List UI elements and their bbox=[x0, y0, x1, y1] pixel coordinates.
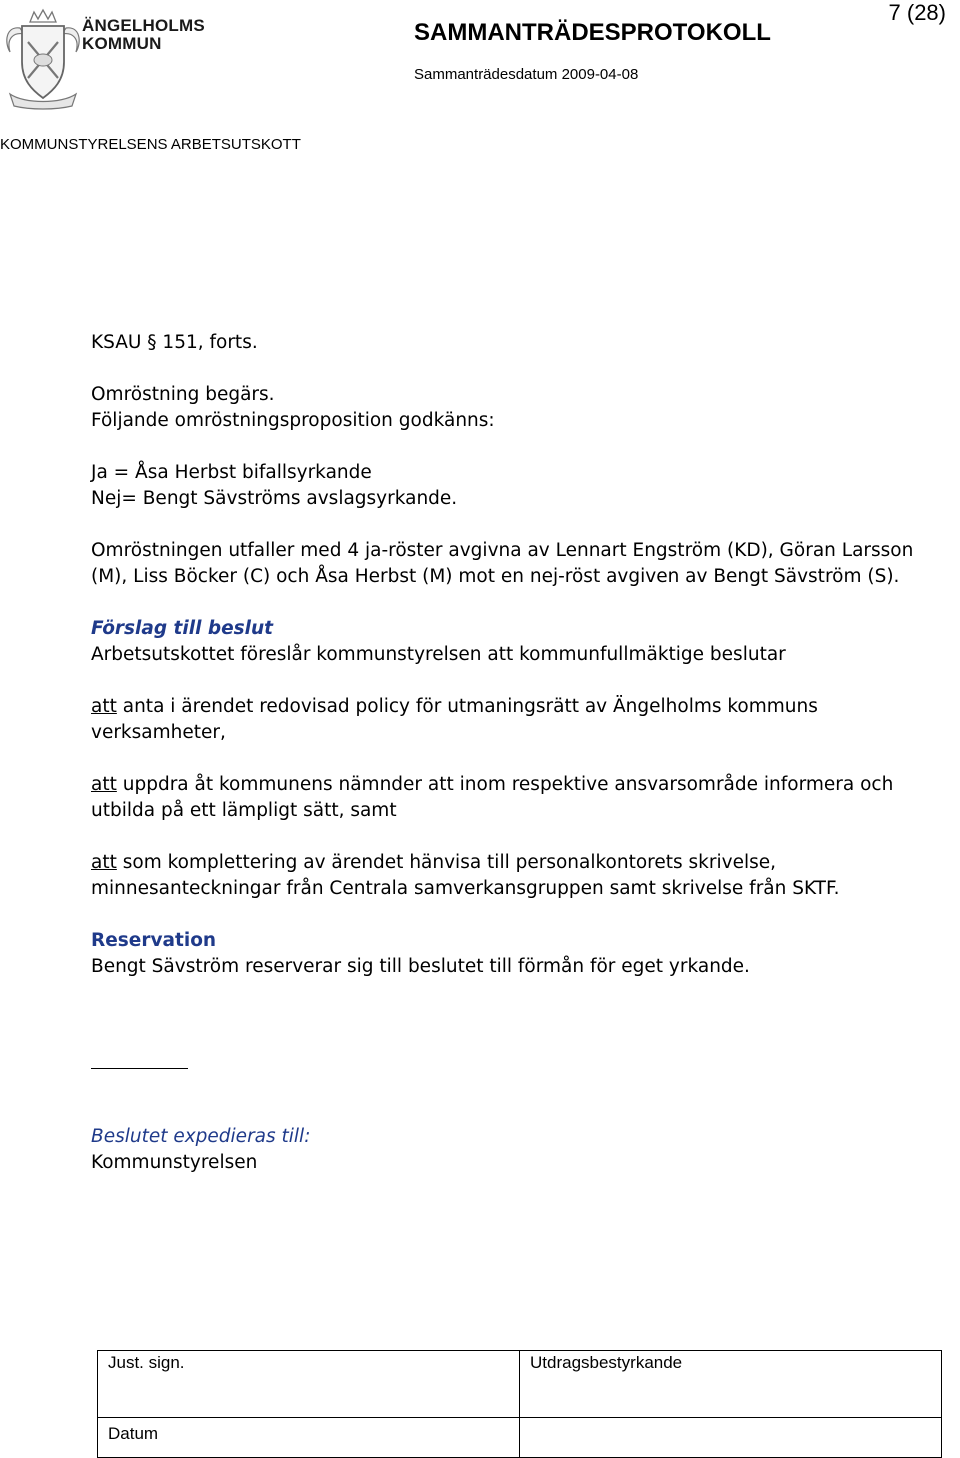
ja-alternative: Ja = Åsa Herbst bifallsyrkande bbox=[91, 462, 372, 483]
just-sign-cell bbox=[98, 1351, 520, 1418]
document-title: SAMMANTRÄDESPROTOKOLL bbox=[414, 19, 771, 46]
page-number: 7 (28) bbox=[888, 0, 946, 25]
organization-name bbox=[82, 17, 205, 53]
section-reference: KSAU § 151, forts. bbox=[91, 332, 258, 353]
att-keyword: att bbox=[91, 774, 117, 795]
att-keyword: att bbox=[91, 696, 117, 717]
distribution-block bbox=[91, 1124, 310, 1176]
extract-cert-cell bbox=[520, 1351, 942, 1418]
proposal-intro: Arbetsutskottet föreslår kommunstyrelsen att kommunfullmäktige beslutar bbox=[91, 644, 786, 665]
att-clause-text: anta i ärendet redovisad policy för utmaningsrätt av Ängelholms kommuns verksamheter, bbox=[91, 696, 818, 743]
divider bbox=[91, 1068, 188, 1069]
reservation-heading: Reservation bbox=[91, 930, 217, 951]
att-keyword: att bbox=[91, 852, 117, 873]
att-clause bbox=[91, 850, 941, 902]
organization-name-line1: ÄNGELHOLMS bbox=[82, 16, 205, 35]
empty-cell bbox=[520, 1418, 942, 1458]
signature-table bbox=[97, 1350, 942, 1458]
extract-cert-label: Utdragsbestyrkande bbox=[530, 1353, 683, 1372]
reservation-text: Bengt Sävström reserverar sig till beslutet till förmån för eget yrkande. bbox=[91, 956, 750, 977]
organization-name-line2: KOMMUN bbox=[82, 34, 162, 53]
date-label: Datum bbox=[108, 1424, 159, 1443]
vote-requested: Omröstning begärs. bbox=[91, 384, 275, 405]
nej-alternative: Nej= Bengt Sävströms avslagsyrkande. bbox=[91, 488, 458, 509]
att-clause bbox=[91, 694, 941, 746]
committee-name: KOMMUNSTYRELSENS ARBETSUTSKOTT bbox=[0, 136, 301, 153]
just-sign-label: Just. sign. bbox=[108, 1353, 185, 1372]
att-clause bbox=[91, 772, 941, 824]
expedite-recipient: Kommunstyrelsen bbox=[91, 1152, 258, 1173]
att-clause-text: som komplettering av ärendet hänvisa till personalkontorets skrivelse, minnesanteckningar från Centrala samverkansgruppen samt skrivelse från SKTF. bbox=[91, 852, 840, 899]
meeting-date: Sammanträdesdatum 2009-04-08 bbox=[414, 66, 639, 83]
vote-proposition: Följande omröstningsproposition godkänns: bbox=[91, 410, 495, 431]
coat-of-arms-icon bbox=[0, 8, 86, 110]
protocol-body bbox=[91, 330, 941, 980]
expedite-label: Beslutet expedieras till: bbox=[91, 1126, 311, 1147]
vote-result: Omröstningen utfaller med 4 ja-röster avgivna av Lennart Engström (KD), Göran Larsson (M), Liss Böcker (C) och Åsa Herbst (M) mot en nej-röst avgiven av Bengt Sävström (S). bbox=[91, 540, 914, 587]
att-clause-text: uppdra åt kommunens nämnder att inom respektive ansvarsområde informera och utbilda på ett lämpligt sätt, samt bbox=[91, 774, 894, 821]
proposal-heading: Förslag till beslut bbox=[91, 618, 274, 639]
date-cell bbox=[98, 1418, 520, 1458]
